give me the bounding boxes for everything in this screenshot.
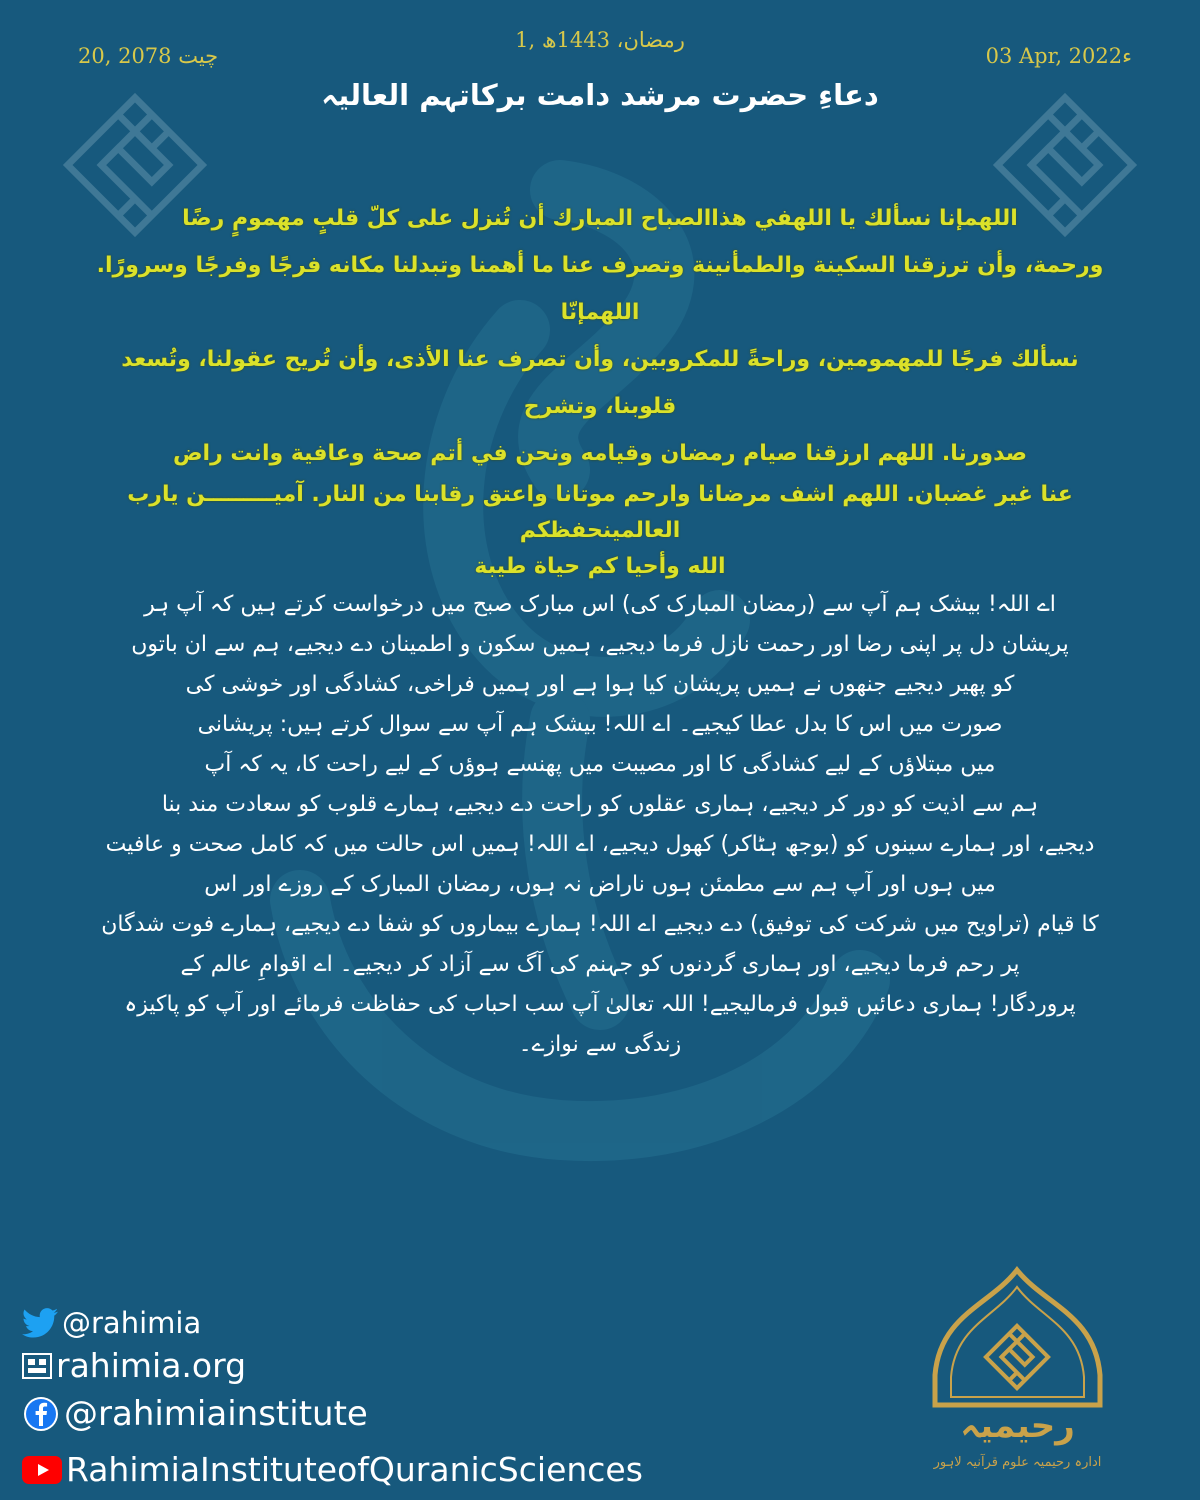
urdu-line: اے اللہ! بیشک ہم آپ سے (رمضان المبارک کی) اس مبارک صبح میں درخواست کرتے ہیں کہ آپ ہر (144, 592, 1056, 617)
arabic-line: صدورنا. اللهم ارزقنا صيام رمضان وقيامه ونحن في أتم صحة وعافية وانت راض (172, 441, 1028, 466)
rahimia-logo (915, 1265, 1120, 1490)
urdu-translation (100, 585, 1100, 1065)
website-url: rahimia.org (56, 1346, 247, 1385)
facebook-handle: @rahimiainstitute (64, 1394, 368, 1434)
arabic-line: عنا غير غضبان. اللهم اشف مرضانا وارحم موتانا واعتق رقابنا من النار. آمیـــــــــن یارب العالمینحفظكم (127, 482, 1073, 543)
website-link[interactable] (22, 1346, 246, 1385)
youtube-icon (22, 1456, 62, 1484)
urdu-line: پریشان دل پر اپنی رضا اور رحمت نازل فرما دیجیے، ہمیں سکون و اطمینان دے دیجیے، ہم سے ان باتوں (131, 632, 1069, 657)
urdu-line: پر رحم فرما دیجیے، اور ہماری گردنوں کو جہنم کی آگ سے آزاد کر دیجیے۔ اے اقوامِ عالم کے (180, 952, 1020, 977)
facebook-link[interactable] (22, 1394, 368, 1434)
arabic-line: اللھمإنا نسألك يا اللهفي هذاالصباح المبارك أن تُنزل على كلّ قلبٍ مهمومٍ رضًا (182, 206, 1018, 231)
facebook-icon (22, 1395, 60, 1433)
youtube-channel: RahimiaInstituteofQuranicSciences (66, 1450, 643, 1489)
page-title: دعاءِ حضرت مرشد دامت برکاتہم العالیہ (321, 78, 879, 112)
arabic-line: ورحمة، وأن ترزقنا السكينة والطمأنينة وتصرف عنا ما أهمنا وتبدلنا مكانه فرجًا وفرجًا وسرورًا. اللهمإنّا (96, 253, 1104, 325)
web-icon (22, 1353, 52, 1379)
twitter-icon (22, 1308, 58, 1338)
arabic-line: الله وأحيا كم حياة طيبة (474, 554, 726, 579)
urdu-line: میں ہوں اور آپ ہم سے مطمئن ہوں ناراض نہ ہوں، رمضان المبارک کے روزے اور اس (204, 872, 996, 897)
youtube-link[interactable] (22, 1450, 643, 1489)
arabic-line: نسألك فرجًا للمهمومين، وراحةً للمكروبين، وأن تصرف عنا الأذى، وأن تُريح عقولنا، وتُسعد قلوبنا، وتشرح (121, 347, 1079, 419)
urdu-line: کو پھیر دیجیے جنھوں نے ہمیں پریشان کیا ہوا ہے اور ہمیں فراخی، کشادگی اور خوشی کی (185, 672, 1015, 697)
urdu-line: دیجیے، اور ہمارے سینوں کو (بوجھ ہٹاکر) کھول دیجیے، اے اللہ! ہمیں اس حالت میں کہ کامل صحت و عافیت (105, 832, 1095, 857)
twitter-link[interactable] (22, 1306, 201, 1340)
date-gregorian: 03 Apr, 2022ء (985, 44, 1132, 68)
urdu-line: صورت میں اس کا بدل عطا کیجیے۔ اے اللہ! بیشک ہم آپ سے سوال کرتے ہیں: پریشانی (197, 712, 1003, 737)
twitter-handle: @rahimia (62, 1306, 202, 1340)
urdu-line: زندگی سے نوازے۔ (518, 1032, 682, 1057)
urdu-line: میں مبتلاؤں کے لیے کشادگی کا اور مصیبت میں پھنسے ہوؤں کے لیے راحت کا، یہ کہ آپ (204, 752, 996, 777)
urdu-line: پروردگار! ہماری دعائیں قبول فرمالیجیے! اللہ تعالیٰ آپ سب احباب کی حفاظت فرمائے اور آپ کو پاکیزہ (124, 992, 1076, 1017)
arabic-prayer (90, 195, 1110, 585)
date-hijri: 1, رمضان، 1443ھ (515, 28, 685, 52)
urdu-line: ہم سے اذیت کو دور کر دیجیے، ہماری عقلوں کو راحت دے دیجیے، ہمارے قلوب کو سعادت مند بنا (161, 792, 1039, 817)
logo-subtitle: ادارہ رحیمیہ علوم قرآنیہ لاہور (933, 1455, 1102, 1470)
date-bikrami: 20, چیت 2078 (78, 44, 219, 68)
logo-name: رحیمیہ (960, 1406, 1075, 1446)
urdu-line: کا قیام (تراویح میں شرکت کی توفیق) دے دیجیے اے اللہ! ہمارے بیماروں کو شفا دے دیجیے، ہمارے فوت شدگان (101, 912, 1099, 937)
